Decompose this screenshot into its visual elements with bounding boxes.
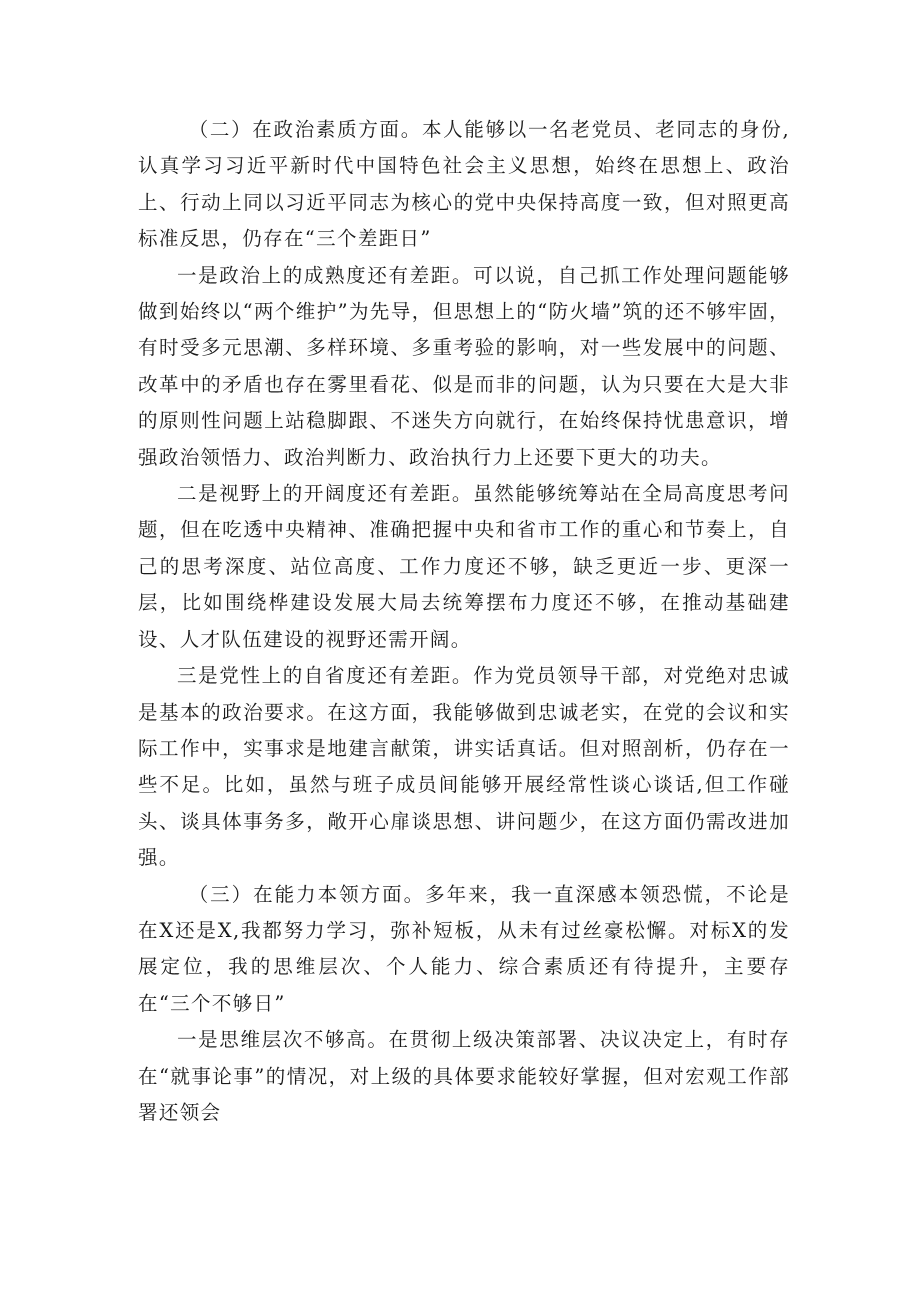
paragraph-vision-breadth: 二是视野上的开阔度还有差距。虽然能够统筹站在全局高度思考问题，但在吃透中央精神、准确把握中央和省市工作的重心和节奏上，自己的思考深度、站位高度、工作力度还不够，缺乏更近一步、更深一层，比如围绕桦建设发展大局去统筹摆布力度还不够，在推动基础建设、人才队伍建设的视野还需开阔。	[138, 482, 790, 651]
paragraph-party-self-reflection: 三是党性上的自省度还有差距。作为党员领导干部，对党绝对忠诚是基本的政治要求。在这方面，我能够做到忠诚老实，在党的会议和实际工作中，实事求是地建言献策，讲实话真话。但对照剖析，仍存在一些不足。比如，虽然与班子成员间能够开展经常性谈心谈话,但工作碰头、谈具体事务多，敞开心扉谈思想、讲问题少，在这方面仍需改进加强。	[138, 664, 790, 870]
section-heading-ability: （三）在能力本领方面。多年来，我一直深感本领恐慌，不论是在X还是X,我都努力学习，弥补短板，从未有过丝豪松懈。对标X的发展定位，我的思维层次、个人能力、综合素质还有待提升，主要存在“三个不够日”	[138, 882, 790, 1015]
document-page	[138, 112, 790, 1131]
section-heading-political-quality: （二）在政治素质方面。本人能够以一名老党员、老同志的身份,认真学习习近平新时代中国特色社会主义思想，始终在思想上、政治上、行动上同以习近平同志为核心的党中央保持高度一致，但对照更高标准反思，仍存在“三个差距日”	[138, 118, 790, 251]
paragraph-thinking-level: 一是思维层次不够高。在贯彻上级决策部署、决议决定上，有时存在“就事论事”的情况，对上级的具体要求能较好掌握，但对宏观工作部署还领会	[138, 1028, 790, 1124]
paragraph-political-maturity: 一是政治上的成熟度还有差距。可以说，自己抓工作处理问题能够做到始终以“两个维护”为先导，但思想上的“防火墙”筑的还不够牢固，有时受多元思潮、多样环境、多重考验的影响，对一些发展中的问题、改革中的矛盾也存在雾里看花、似是而非的问题，认为只要在大是大非的原则性问题上站稳脚跟、不迷失方向就行，在始终保持忧患意识，增强政治领悟力、政治判断力、政治执行力上还要下更大的功夫。	[138, 263, 790, 469]
